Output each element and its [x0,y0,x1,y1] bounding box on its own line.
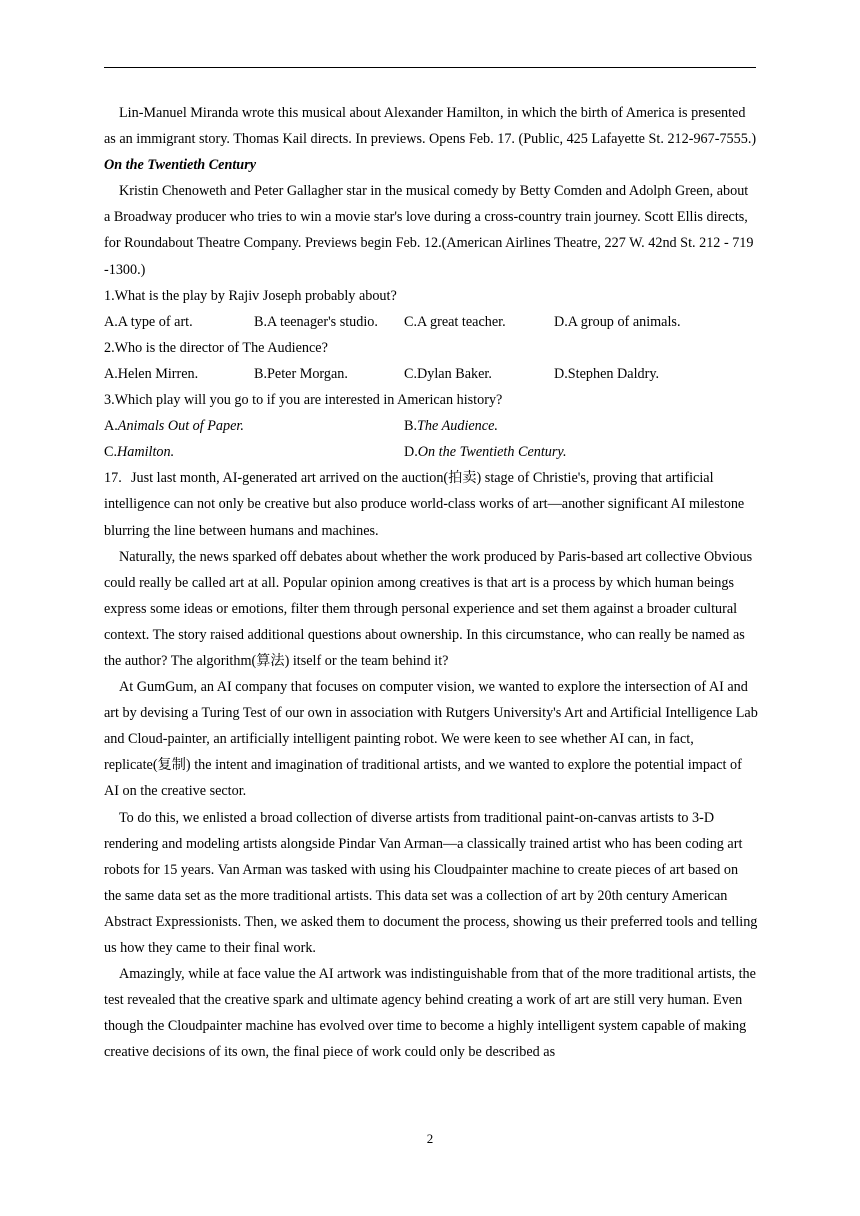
passage-17-paragraph: To do this, we enlisted a broad collection of diverse artists from traditional paint-on-canvas artists to 3-D rendering and modeling artists alongside Pindar Van Arman—a classically trained artist who has been coding art robots for 15 years. Van Arman was tasked with using his Cloudpainter machine to create pieces of art based on the same data set as the more traditional artists. This data set was a collection of art by 20th century American Abstract Expressionists. Then, we asked them to document the process, showing us their preferred tools and telling us how they came to their final work. [104,809,758,956]
question-2: 2.Who is the director of The Audience? [104,339,328,356]
option-a[interactable]: A.Animals Out of Paper. [104,418,244,435]
option-a[interactable]: A.Helen Mirren. [104,365,199,382]
option-c[interactable]: C.Dylan Baker. [404,365,492,382]
passage-17-paragraph: Naturally, the news sparked off debates about whether the work produced by Paris-based art collective Obvious could really be called art at all. Popular opinion among creatives is that art is a process by which human beings express some ideas or emotions, filter them through personal experience and set them against a broader cultural context. The story raised additional questions about ownership. In this circumstance, who can really be named as the author? The algorithm(算法) itself or the team behind it? [104,548,753,669]
option-a[interactable]: A.A type of art. [104,313,193,330]
option-b[interactable]: B.A teenager's studio. [254,313,378,330]
show-title: On the Twentieth Century [104,157,257,174]
option-c[interactable]: C.A great teacher. [404,313,506,330]
question-3: 3.Which play will you go to if you are interested in American history? [104,392,503,409]
question-1-options [104,309,758,335]
passage-17-paragraph: Amazingly, while at face value the AI artwork was indistinguishable from that of the more traditional artists, the test revealed that the creative spark and ultimate agency behind creating a work of art are still very human. Even though the Cloudpainter machine has evolved over time to become a highly intelligent system capable of making creative decisions of its own, the final piece of work could only be described as [104,966,756,1061]
option-b[interactable]: B.The Audience. [404,418,498,435]
header-rule [104,67,756,68]
option-b[interactable]: B.Peter Morgan. [254,365,348,382]
passage-17-paragraph: At GumGum, an AI company that focuses on computer vision, we wanted to explore the intersection of AI and art by devising a Turing Test of our own in association with Rutgers University's Art and Artificial Intelligence Lab and Cloud-painter, an artificially intelligent painting robot. We were keen to see whether AI can, in fact, replicate(复制) the intent and imagination of traditional artists, and we wanted to explore the potential impact of AI on the creative sector. [104,679,758,800]
question-number: 17. [104,470,122,487]
option-d[interactable]: D.On the Twentieth Century. [404,444,567,461]
passage-17-paragraph: 17. Just last month, AI-generated art arrived on the auction(拍卖) stage of Christie's, proving that artificial intelligence can not only be creative but also produce world-class works of art—another significant AI milestone blurring the line between humans and machines. [104,465,758,543]
option-c[interactable]: C.Hamilton. [104,444,175,461]
page-number: 2 [426,1131,434,1146]
show-description: Kristin Chenoweth and Peter Gallagher star in the musical comedy by Betty Comden and Adolph Green, about a Broadway producer who tries to win a movie star's love during a cross-country train journey. Scott Ellis directs, for Roundabout Theatre Company. Previews begin Feb. 12.(American Airlines Theatre, 227 W. 42nd St. 212 - 719 -1300.) [104,183,754,278]
document-body [104,100,758,1065]
question-3-options [104,413,758,465]
question-1: 1.What is the play by Rajiv Joseph probably about? [104,287,397,304]
option-d[interactable]: D.A group of animals. [554,313,681,330]
option-d[interactable]: D.Stephen Daldry. [554,365,660,382]
question-2-options [104,361,758,387]
hamilton-paragraph: Lin-Manuel Miranda wrote this musical about Alexander Hamilton, in which the birth of America is presented as an immigrant story. Thomas Kail directs. In previews. Opens Feb. 17. (Public, 425 Lafayette St. 212-967-7555.) [104,105,757,148]
